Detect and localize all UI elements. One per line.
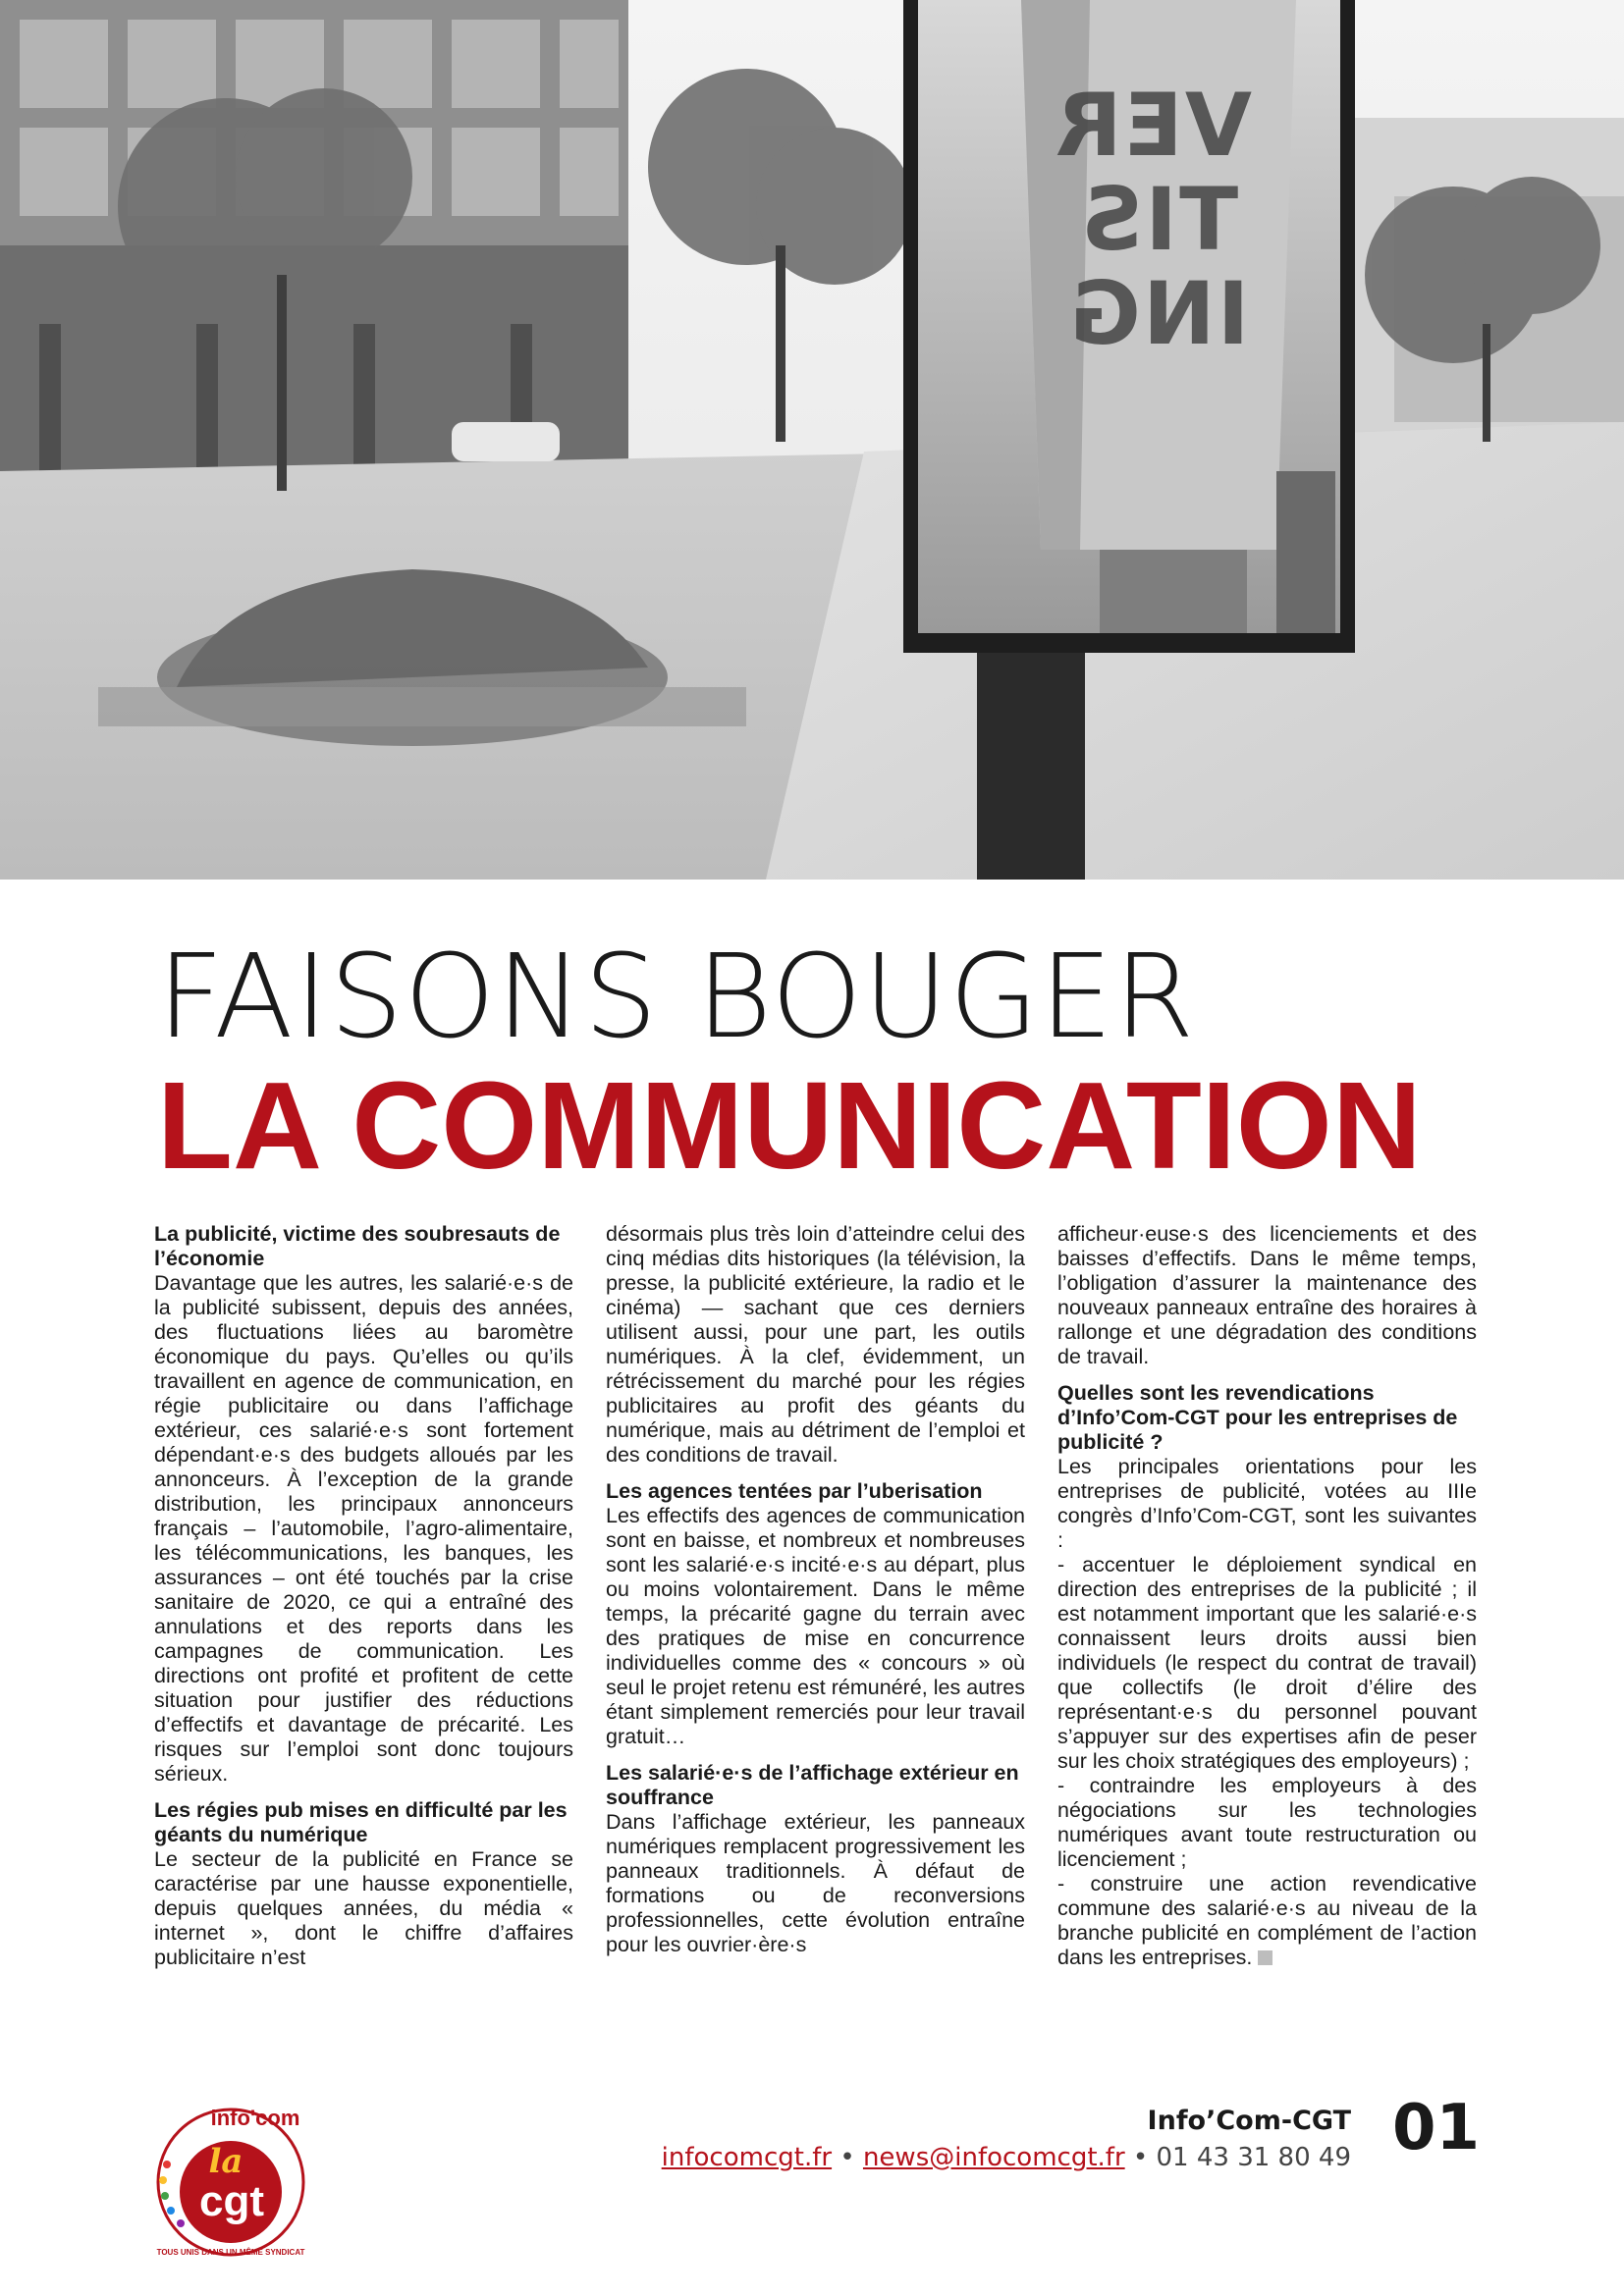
page-title-line-1: FAISONS BOUGER <box>157 929 1196 1064</box>
page-title-line-2: LA COMMUNICATION <box>157 1056 1422 1195</box>
website-link[interactable]: infocomcgt.fr <box>661 2143 833 2172</box>
separator: • <box>1124 2143 1157 2172</box>
paragraph: Davantage que les autres, les salarié·e·s de la publicité subissent, depuis des années, des fluctuations liées au baromètre économique du pays. Qu’elles ou qu’ils travaillent en agence de communication, en régie publicitaire ou dans l’affichage extérieur, ces salarié·e·s sont fortement dépendant·e·s des budgets alloués par les annonceurs. À l’exception de la grande distribution, les principaux annonceurs français – l’automobile, l’agro-alimentaire, les télécommunications, les banques, les assurances – ont été touchés par la crise sanitaire de 2020, ce qui a entraîné des annulations et des reports dans les campagnes de communication. Les directions ont profité et profitent de cette situation pour justifier des réductions d’effectifs et davantage de précarité. Les risques sur l’emploi sont donc toujours sérieux. <box>154 1271 573 1786</box>
footer-contact <box>662 2143 1351 2172</box>
page-number: 01 <box>1392 2092 1481 2164</box>
section-heading: La publicité, victime des soubresauts de l’économie <box>154 1222 561 1270</box>
list-item: - accentuer le déploiement syndical en direction des entreprises de la publicité ; il est notamment important que les salarié·e·s connaissent leurs droits aussi bien individuels (le respect du contrat de travail) que collectifs (le droit d’élire des représentant·e·s du personnel pouvant s’appuyer sur des expertises afin de peser sur les choix stratégiques des employeurs) ; <box>1057 1553 1477 1773</box>
billboard-line-1: VER <box>1054 75 1252 176</box>
billboard-poster-text <box>1054 75 1252 364</box>
footer-org-name: Info’Com-CGT <box>1147 2106 1351 2136</box>
logo-main-text: cgt <box>199 2177 264 2225</box>
list-item <box>1057 1872 1477 1970</box>
paragraph: Le secteur de la publicité en France se caractérise par une hausse exponentielle, depuis quelques années, du média « internet », dont le chiffre d’affaires publicitaire n’est <box>154 1847 573 1969</box>
logo-top-text: info'com <box>210 2106 300 2130</box>
article-column-1 <box>154 1222 573 1982</box>
article-column-3 <box>1057 1222 1477 1982</box>
paragraph: afficheur·euse·s des licenciements et des baisses d’effectifs. Dans le même temps, l’obligation d’assurer la maintenance des nouveaux panneaux entraîne des horaires à rallonge et une dégradation des conditions de travail. <box>1057 1222 1477 1368</box>
list-item-text: - construire une action revendicative commune des salarié·e·s au niveau de la branche publicité en complément de l’action dans les entreprises. <box>1057 1872 1477 1969</box>
end-mark-icon <box>1258 1950 1272 1965</box>
hero-photo <box>0 0 1624 880</box>
billboard-line-2: TIS <box>1078 169 1239 270</box>
section-heading: Les agences tentées par l’uberisation <box>606 1479 983 1503</box>
section-heading: Quelles sont les revendications d’Info’Com-CGT pour les entreprises de publicité ? <box>1057 1381 1458 1454</box>
paragraph: Les principales orientations pour les entreprises de publicité, votées au IIIe congrès d’Info’Com-CGT, sont les suivantes : <box>1057 1455 1477 1552</box>
logo-ring-text: TOUS UNIS DANS UN MÊME SYNDICAT <box>156 2248 305 2257</box>
section-heading: Les salarié·e·s de l’affichage extérieur en souffrance <box>606 1761 1019 1809</box>
paragraph: Les effectifs des agences de communication sont en baisse, et nombreux et nombreuses sont les salarié·e·s incité·e·s au départ, plus ou moins volontairement. Dans le même temps, la précarité gagne du terrain avec des pratiques de mise en concurrence individuelles comme des « concours » où seul le projet retenu est rémunéré, les autres étant simplement remerciés pour leur travail gratuit… <box>606 1504 1025 1748</box>
billboard-line-3: ING <box>1067 263 1250 364</box>
list-item: - contraindre les employeurs à des négociations sur les technologies numériques avant toute restructuration ou licenciement ; <box>1057 1774 1477 1871</box>
logo-script-text: la <box>208 2142 244 2181</box>
separator: • <box>832 2143 863 2172</box>
cgt-logo <box>147 2096 314 2263</box>
phone-number: 01 43 31 80 49 <box>1156 2143 1351 2172</box>
email-link[interactable]: news@infocomcgt.fr <box>862 2143 1125 2172</box>
article-column-2 <box>606 1222 1025 1969</box>
section-heading: Les régies pub mises en difficulté par les géants du numérique <box>154 1798 568 1846</box>
paragraph: Dans l’affichage extérieur, les panneaux numériques remplacent progressivement les panneaux traditionnels. À défaut de formations ou de reconversions professionnelles, cette évolution entraîne pour les ouvrier·ère·s <box>606 1810 1025 1956</box>
paragraph: désormais plus très loin d’atteindre celui des cinq médias dits historiques (la télévision, la presse, la publicité extérieure, la radio et le cinéma) — sachant que ces derniers utilisent aussi, pour une part, les outils numériques. À la clef, évidemment, un rétrécissement du marché pour les régies publicitaires au profit des géants du numérique, mais au détriment de l’emploi et des conditions de travail. <box>606 1222 1025 1467</box>
